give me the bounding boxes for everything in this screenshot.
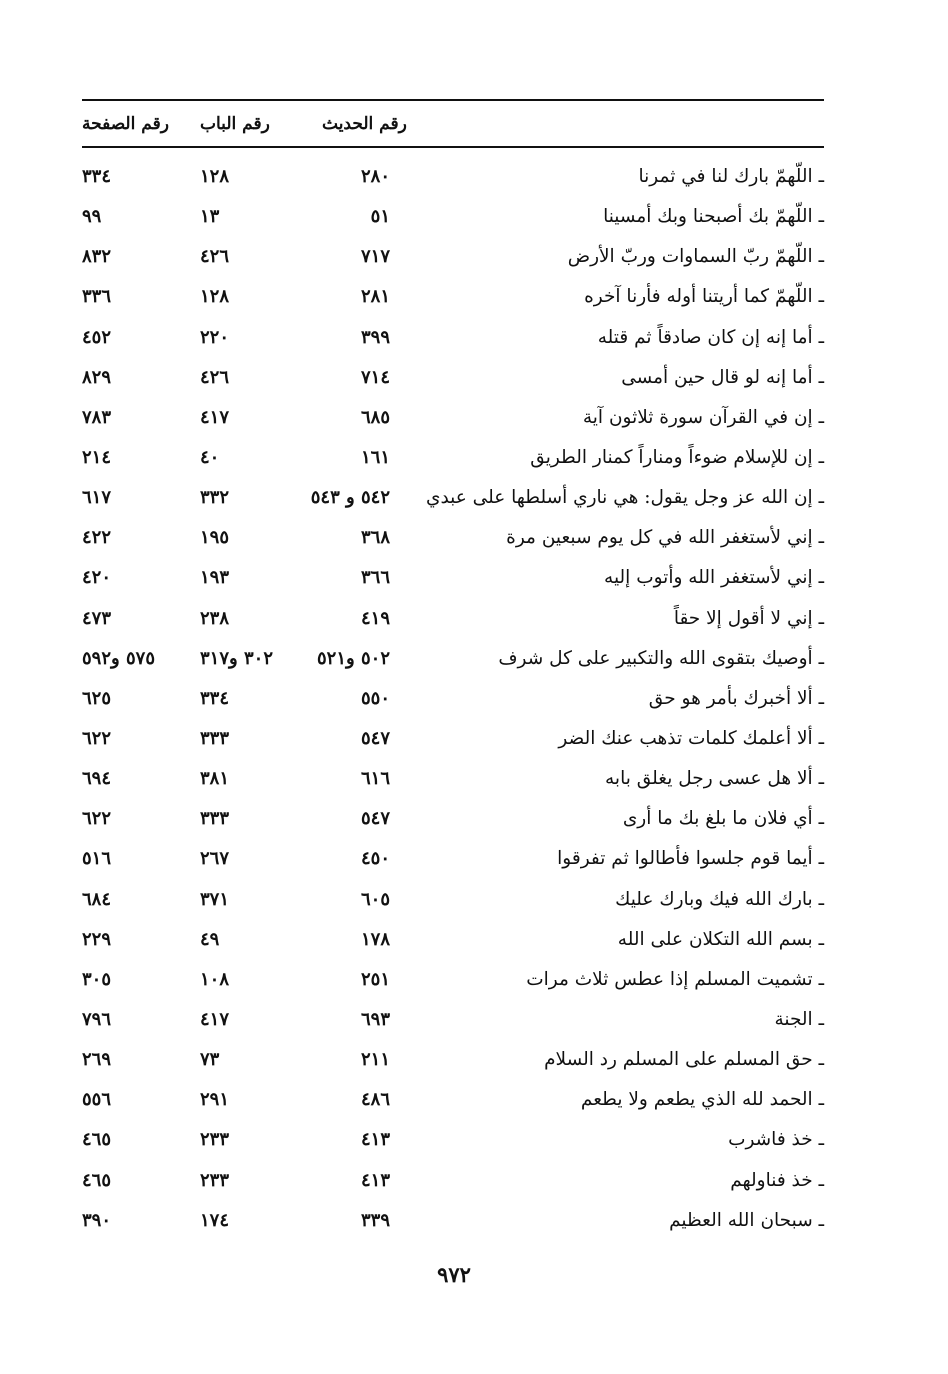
chapter-number: ٣٠٢ و٣١٧ bbox=[200, 647, 273, 669]
page-ref: ٤٦٥ bbox=[82, 1169, 112, 1191]
chapter-number: ٣٣٢ bbox=[200, 487, 230, 509]
entry-text: ـ ألا هل عسى رجل يغلق بابه bbox=[605, 768, 824, 790]
hadith-number: ٧١٧ bbox=[360, 246, 390, 268]
page-ref: ٩٩ bbox=[82, 206, 102, 228]
page-ref: ٥٥٦ bbox=[82, 1089, 112, 1111]
entry-text: ـ حق المسلم على المسلم رد السلام bbox=[544, 1049, 824, 1071]
entry-text: ـ ألا أخبرك بأمر هو حق bbox=[648, 687, 824, 709]
hadith-number: ٣٦٦ bbox=[360, 567, 390, 589]
entry-text: ـ الجنة bbox=[774, 1008, 824, 1030]
table-row bbox=[82, 1041, 824, 1081]
hadith-number: ١٦١ bbox=[360, 446, 390, 468]
header-page-number: رقم الصفحة bbox=[82, 114, 169, 134]
hadith-number: ٤١٣ bbox=[360, 1169, 390, 1191]
page-ref: ٨٣٢ bbox=[82, 246, 112, 268]
table-row bbox=[82, 1001, 824, 1041]
hadith-number: ٥٤٧ bbox=[360, 808, 390, 830]
chapter-number: ٤١٧ bbox=[200, 1008, 230, 1030]
table-row bbox=[82, 1162, 824, 1202]
entry-text: ـ خذ فاشرب bbox=[728, 1129, 824, 1151]
page-number bbox=[0, 1262, 948, 1287]
hadith-number: ٦٠٥ bbox=[360, 888, 390, 910]
hadith-number: ٤٥٠ bbox=[360, 848, 390, 870]
table-row bbox=[82, 1081, 824, 1121]
hadith-number: ٥٥٠ bbox=[360, 687, 390, 709]
table-row bbox=[82, 800, 824, 840]
entry-text: ـ الحمد لله الذي يطعم ولا يطعم bbox=[580, 1089, 824, 1111]
chapter-number: ١٩٣ bbox=[200, 567, 230, 589]
entry-text: ـ اللّهمّ كما أريتنا أوله فأرنا آخره bbox=[584, 286, 824, 308]
table-row bbox=[82, 278, 824, 318]
hadith-number: ٤١٩ bbox=[360, 607, 390, 629]
chapter-number: ١٧٤ bbox=[200, 1209, 230, 1231]
page-ref: ٥١٦ bbox=[82, 848, 112, 870]
top-rule bbox=[82, 99, 824, 101]
table-row bbox=[82, 559, 824, 599]
table-row bbox=[82, 640, 824, 680]
entry-text: ـ بسم الله التكلان على الله bbox=[617, 928, 824, 950]
table-row bbox=[82, 198, 824, 238]
entry-text: ـ سبحان الله العظيم bbox=[669, 1209, 824, 1231]
chapter-number: ٣٧١ bbox=[200, 888, 230, 910]
table-row bbox=[82, 840, 824, 880]
chapter-number: ٧٣ bbox=[200, 1049, 220, 1071]
page-ref: ٦١٧ bbox=[82, 487, 112, 509]
table-row bbox=[82, 680, 824, 720]
page-ref: ٦٢٢ bbox=[82, 727, 112, 749]
entry-text: ـ إني لأستغفر الله في كل يوم سبعين مرة bbox=[506, 527, 824, 549]
chapter-number: ١٢٨ bbox=[200, 286, 230, 308]
chapter-number: ٢٢٠ bbox=[200, 326, 230, 348]
table-row bbox=[82, 881, 824, 921]
entry-text: ـ خذ فناولهم bbox=[730, 1169, 824, 1191]
hadith-number: ٣٦٨ bbox=[360, 527, 390, 549]
table-row bbox=[82, 238, 824, 278]
page-ref: ٢١٤ bbox=[82, 446, 112, 468]
entry-text: ـ إن للإسلام ضوءاً ومناراً كمنار الطريق bbox=[530, 446, 824, 468]
table-row bbox=[82, 921, 824, 961]
page-ref: ٧٨٣ bbox=[82, 406, 112, 428]
table-header bbox=[82, 108, 824, 142]
page-ref: ٢٦٩ bbox=[82, 1049, 112, 1071]
table-row bbox=[82, 158, 824, 198]
hadith-number: ٢١١ bbox=[360, 1049, 390, 1071]
chapter-number: ٤١٧ bbox=[200, 406, 230, 428]
entry-text: ـ أي فلان ما بلغ بك ما أرى bbox=[622, 808, 824, 830]
hadith-number: ٧١٤ bbox=[360, 366, 390, 388]
hadith-number: ٢٨١ bbox=[360, 286, 390, 308]
header-chapter-number: رقم الباب bbox=[200, 114, 270, 134]
chapter-number: ٣٣٤ bbox=[200, 687, 230, 709]
chapter-number: ١٣ bbox=[200, 206, 220, 228]
chapter-number: ٤٠ bbox=[200, 446, 220, 468]
table-row bbox=[82, 1121, 824, 1161]
index-rows bbox=[82, 158, 824, 1242]
hadith-number: ٥٠٢ و٥٢١ bbox=[317, 647, 390, 669]
chapter-number: ٤٢٦ bbox=[200, 366, 230, 388]
chapter-number: ٢٩١ bbox=[200, 1089, 230, 1111]
entry-text: ـ أما إنه لو قال حين أمسى bbox=[621, 366, 824, 388]
chapter-number: ٣٣٣ bbox=[200, 808, 230, 830]
entry-text: ـ ألا أعلمك كلمات تذهب عنك الضر bbox=[558, 727, 824, 749]
entry-text: ـ أيما قوم جلسوا فأطالوا ثم تفرقوا bbox=[557, 848, 824, 870]
hadith-number: ٤١٣ bbox=[360, 1129, 390, 1151]
page-ref: ٤٦٥ bbox=[82, 1129, 112, 1151]
chapter-number: ٤٢٦ bbox=[200, 246, 230, 268]
page-ref: ٢٢٩ bbox=[82, 928, 112, 950]
hadith-number: ٢٨٠ bbox=[360, 166, 390, 187]
hadith-number: ٦٨٥ bbox=[360, 406, 390, 428]
table-row bbox=[82, 479, 824, 519]
entry-text: ـ أوصيك بتقوى الله والتكبير على كل شرف bbox=[498, 647, 824, 669]
hadith-number: ٣٣٩ bbox=[360, 1209, 390, 1231]
entry-text: ـ تشميت المسلم إذا عطس ثلاث مرات bbox=[526, 968, 824, 990]
entry-text: ـ أما إنه إن كان صادقاً ثم قتله bbox=[597, 326, 824, 348]
table-row bbox=[82, 519, 824, 559]
entry-text: ـ إني لأستغفر الله وأتوب إليه bbox=[604, 567, 824, 589]
page-ref: ٣٠٥ bbox=[82, 968, 112, 990]
table-row bbox=[82, 600, 824, 640]
chapter-number: ١٠٨ bbox=[200, 968, 230, 990]
chapter-number: ٢٣٨ bbox=[200, 607, 230, 629]
entry-text: ـ بارك الله فيك وبارك عليك bbox=[615, 888, 824, 910]
page-number-text: ٩٧٢ bbox=[437, 1262, 471, 1287]
table-row bbox=[82, 439, 824, 479]
chapter-number: ٢٣٣ bbox=[200, 1169, 230, 1191]
table-row bbox=[82, 961, 824, 1001]
page-ref: ٤٢٠ bbox=[82, 567, 112, 589]
entry-text: ـ إني لا أقول إلا حقاً bbox=[673, 607, 824, 629]
table-row bbox=[82, 760, 824, 800]
page-ref: ٥٧٥ و٥٩٢ bbox=[82, 647, 155, 669]
chapter-number: ٤٩ bbox=[200, 928, 220, 950]
page-ref: ٤٢٢ bbox=[82, 527, 112, 549]
table-row bbox=[82, 720, 824, 760]
hadith-number: ٤٨٦ bbox=[360, 1089, 390, 1111]
chapter-number: ٣٣٣ bbox=[200, 727, 230, 749]
chapter-number: ١٢٨ bbox=[200, 166, 230, 187]
chapter-number: ٢٣٣ bbox=[200, 1129, 230, 1151]
hadith-number: ٣٩٩ bbox=[360, 326, 390, 348]
chapter-number: ١٩٥ bbox=[200, 527, 230, 549]
page-ref: ٦٢٢ bbox=[82, 808, 112, 830]
page-ref: ٣٣٦ bbox=[82, 286, 112, 308]
header-rule bbox=[82, 146, 824, 148]
entry-text: ـ اللّهمّ ربّ السماوات وربّ الأرض bbox=[567, 246, 824, 268]
hadith-number: ٦١٦ bbox=[360, 768, 390, 790]
hadith-number: ٥٤٢ و ٥٤٣ bbox=[310, 487, 390, 509]
page-ref: ٤٥٢ bbox=[82, 326, 112, 348]
page-ref: ٨٢٩ bbox=[82, 366, 112, 388]
page-ref: ٤٧٣ bbox=[82, 607, 112, 629]
page-ref: ٣٣٤ bbox=[82, 166, 112, 187]
hadith-number: ٦٩٣ bbox=[360, 1008, 390, 1030]
page-ref: ٧٩٦ bbox=[82, 1008, 112, 1030]
entry-text: ـ إن في القرآن سورة ثلاثون آية bbox=[582, 406, 824, 428]
header-hadith-number: رقم الحديث bbox=[322, 114, 407, 134]
page-ref: ٦٩٤ bbox=[82, 768, 112, 790]
hadith-number: ٥١ bbox=[370, 206, 390, 228]
entry-text: ـ إن الله عز وجل يقول: هي ناري أسلطها على عبدي bbox=[425, 487, 824, 509]
hadith-number: ٥٤٧ bbox=[360, 727, 390, 749]
page-ref: ٦٢٥ bbox=[82, 687, 112, 709]
table-row bbox=[82, 359, 824, 399]
page-ref: ٦٨٤ bbox=[82, 888, 112, 910]
table-row bbox=[82, 1202, 824, 1242]
entry-text: ـ اللّهمّ بارك لنا في ثمرنا bbox=[638, 166, 824, 187]
chapter-number: ٢٦٧ bbox=[200, 848, 230, 870]
page-ref: ٣٩٠ bbox=[82, 1209, 112, 1231]
entry-text: ـ اللّهمّ بك أصبحنا وبك أمسينا bbox=[603, 206, 824, 228]
table-row bbox=[82, 319, 824, 359]
chapter-number: ٣٨١ bbox=[200, 768, 230, 790]
hadith-number: ٢٥١ bbox=[360, 968, 390, 990]
table-row bbox=[82, 399, 824, 439]
hadith-number: ١٧٨ bbox=[360, 928, 390, 950]
